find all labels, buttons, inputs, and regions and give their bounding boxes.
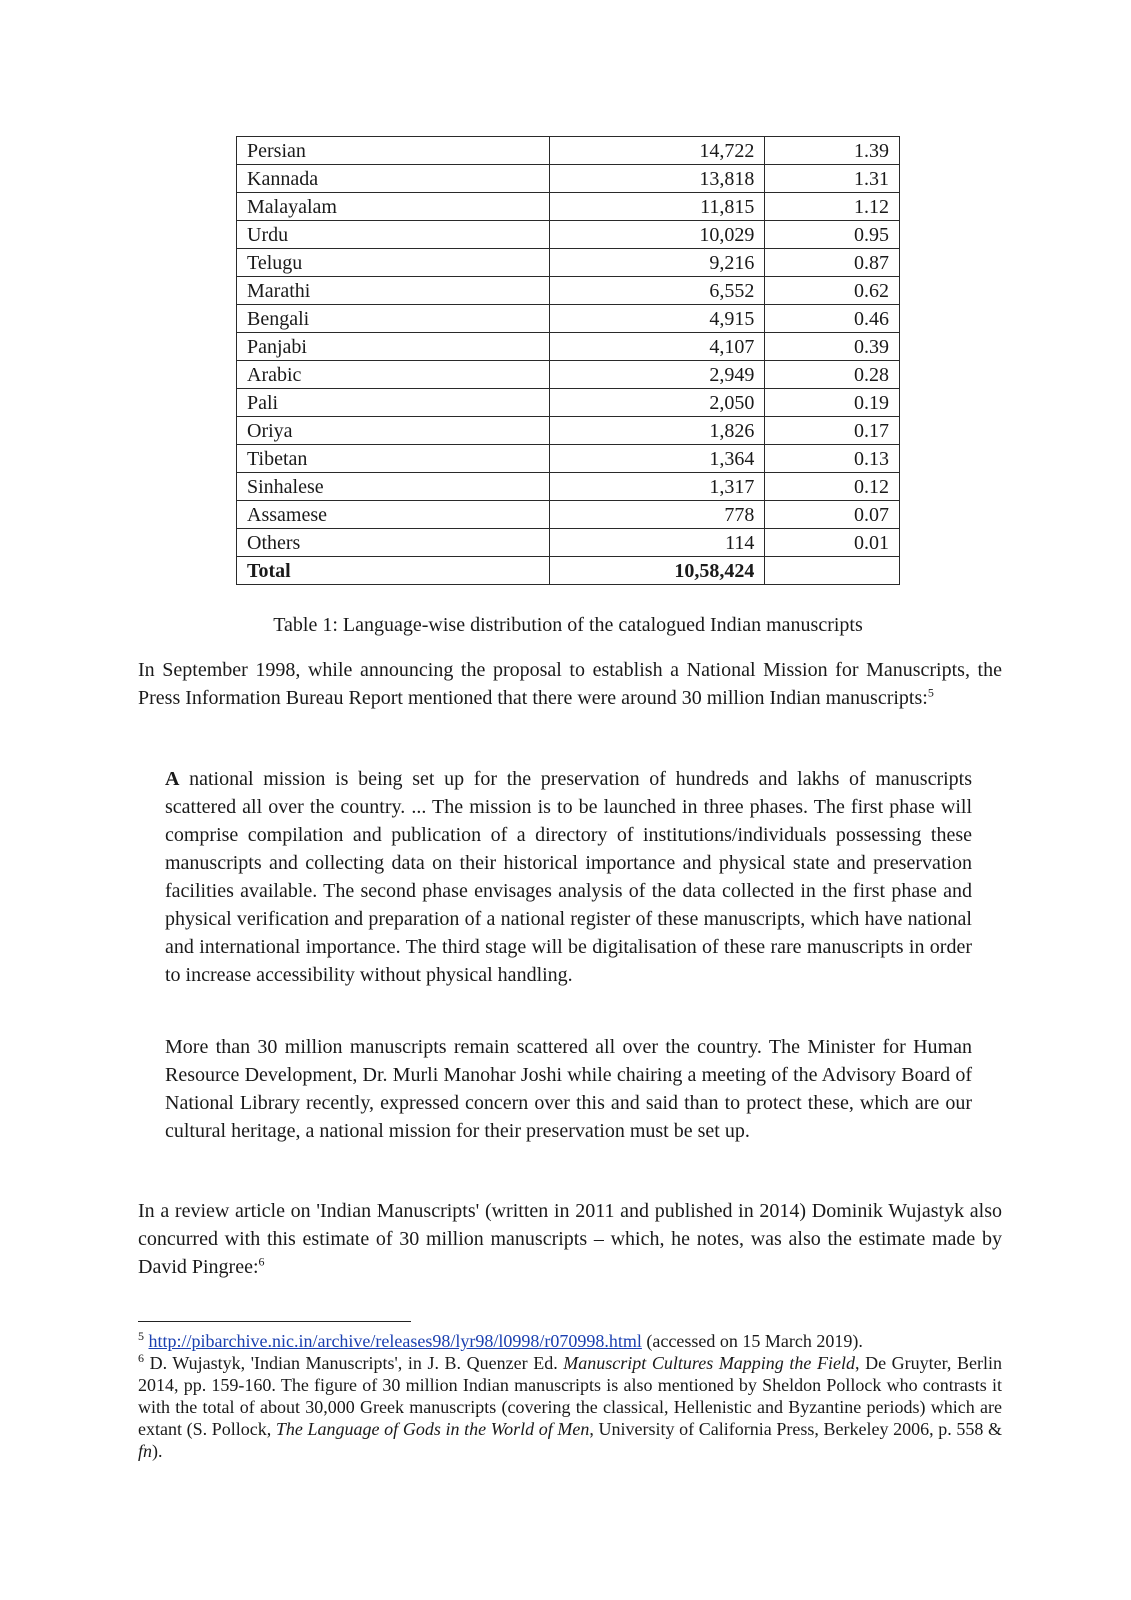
table-row: [237, 361, 900, 389]
count-cell: 14,722: [549, 137, 765, 165]
footnote-5-number: 5: [138, 1329, 144, 1343]
language-cell: Panjabi: [237, 333, 550, 361]
footnote-6-text-a: D. Wujastyk, 'Indian Manuscripts', in J. B. Quenzer Ed.: [144, 1353, 564, 1373]
footnote-ref-5[interactable]: 5: [927, 685, 934, 700]
language-cell: Assamese: [237, 501, 550, 529]
count-cell: 10,029: [549, 221, 765, 249]
percent-cell: 0.19: [765, 389, 900, 417]
total-label-cell: Total: [237, 557, 550, 585]
count-cell: 1,364: [549, 445, 765, 473]
footnote-6-book-title-2: The Language of Gods in the World of Men: [275, 1419, 590, 1439]
table-row: [237, 389, 900, 417]
footnote-6-fn-abbrev: fn: [138, 1441, 153, 1461]
percent-cell: 0.95: [765, 221, 900, 249]
table-row: [237, 501, 900, 529]
percent-cell: 0.39: [765, 333, 900, 361]
count-cell: 11,815: [549, 193, 765, 221]
percent-cell: 0.07: [765, 501, 900, 529]
language-cell: Tibetan: [237, 445, 550, 473]
table-row: [237, 277, 900, 305]
language-cell: Marathi: [237, 277, 550, 305]
footnote-6-book-title-1: Manuscript Cultures Mapping the Field: [563, 1353, 855, 1373]
wujastyk-text: In a review article on 'Indian Manuscripts' (written in 2011 and published in 2014) Dominik Wujastyk also concurred with this estimate of 30 million manuscripts – which, he notes, was also the estimate made by David Pingree:: [138, 1200, 1002, 1278]
footnote-divider: [138, 1321, 411, 1322]
language-cell: Arabic: [237, 361, 550, 389]
total-percent-cell: [765, 557, 900, 585]
count-cell: 6,552: [549, 277, 765, 305]
percent-cell: 1.31: [765, 165, 900, 193]
language-cell: Telugu: [237, 249, 550, 277]
count-cell: 1,826: [549, 417, 765, 445]
footnote-5: [138, 1330, 1002, 1352]
language-cell: Kannada: [237, 165, 550, 193]
table-total-row: [237, 557, 900, 585]
count-cell: 114: [549, 529, 765, 557]
intro-text: In September 1998, while announcing the proposal to establish a National Mission for Manuscripts, the Press Information Bureau Report mentioned that there were around 30 million Indian manuscripts:: [138, 659, 1002, 709]
quote-lead-letter: A: [165, 768, 180, 790]
wujastyk-paragraph: [138, 1197, 1002, 1281]
footnote-5-text: (accessed on 15 March 2019).: [641, 1331, 863, 1351]
footnote-6: [138, 1352, 1002, 1462]
percent-cell: 0.28: [765, 361, 900, 389]
table-row: [237, 445, 900, 473]
language-cell: Pali: [237, 389, 550, 417]
footnote-6-text-b: , De Gruyter, Berlin 2014, pp. 159-160. The figure of 30 million Indian manuscripts is also mentioned by Sheldon Pollock who contrasts it with the total of about 30,000 Greek manuscripts (covering the classical, Hellenistic and Byzantine periods) which are extant (S. Pollock,: [138, 1353, 1002, 1439]
percent-cell: 1.12: [765, 193, 900, 221]
count-cell: 9,216: [549, 249, 765, 277]
language-cell: Malayalam: [237, 193, 550, 221]
count-cell: 4,107: [549, 333, 765, 361]
language-distribution-table: [236, 136, 900, 585]
quote-1-text: national mission is being set up for the preservation of hundreds and lakhs of manuscripts scattered all over the country. ... The mission is to be launched in three phases. The first phase will comprise compilation and publication of a directory of institutions/individuals possessing these manuscripts and collecting data on their historical importance and physical state and preservation facilities available. The second phase envisages analysis of the data collected in the first phase and physical verification and preparation of a national register of these manuscripts, which have national and international importance. The third stage will be digitalisation of these rare manuscripts in order to increase accessibility without physical handling.: [165, 768, 972, 986]
percent-cell: 0.46: [765, 305, 900, 333]
percent-cell: 0.01: [765, 529, 900, 557]
footnote-6-number: 6: [138, 1351, 144, 1365]
table-row: [237, 473, 900, 501]
percent-cell: 0.12: [765, 473, 900, 501]
table-row: [237, 529, 900, 557]
percent-cell: 0.62: [765, 277, 900, 305]
table-row: [237, 333, 900, 361]
count-cell: 13,818: [549, 165, 765, 193]
percent-cell: 0.87: [765, 249, 900, 277]
table-row: [237, 417, 900, 445]
percent-cell: 0.17: [765, 417, 900, 445]
table-row: [237, 165, 900, 193]
block-quote-1: [165, 765, 972, 989]
language-cell: Bengali: [237, 305, 550, 333]
table-row: [237, 249, 900, 277]
total-count-cell: 10,58,424: [549, 557, 765, 585]
footnote-6-text-c: , University of California Press, Berkeley 2006, p. 558 &: [589, 1419, 1002, 1439]
footnote-6-text-d: ).: [152, 1441, 163, 1461]
count-cell: 1,317: [549, 473, 765, 501]
count-cell: 2,050: [549, 389, 765, 417]
table-body: [237, 137, 900, 585]
table-row: [237, 221, 900, 249]
language-cell: Sinhalese: [237, 473, 550, 501]
block-quote-2: More than 30 million manuscripts remain scattered all over the country. The Minister for Human Resource Development, Dr. Murli Manohar Joshi while chairing a meeting of the Advisory Board of National Library recently, expressed concern over this and said than to protect these, which are our cultural heritage, a national mission for their preservation must be set up.: [165, 1036, 972, 1142]
language-cell: Oriya: [237, 417, 550, 445]
table-row: [237, 193, 900, 221]
count-cell: 2,949: [549, 361, 765, 389]
percent-cell: 0.13: [765, 445, 900, 473]
count-cell: 4,915: [549, 305, 765, 333]
language-cell: Persian: [237, 137, 550, 165]
intro-paragraph: [138, 656, 1002, 712]
percent-cell: 1.39: [765, 137, 900, 165]
table-row: [237, 137, 900, 165]
language-cell: Urdu: [237, 221, 550, 249]
footnote-ref-6[interactable]: 6: [258, 1254, 265, 1269]
count-cell: 778: [549, 501, 765, 529]
table-caption: Table 1: Language-wise distribution of the catalogued Indian manuscripts: [273, 614, 863, 636]
language-cell: Others: [237, 529, 550, 557]
pib-archive-link[interactable]: http://pibarchive.nic.in/archive/releases98/lyr98/l0998/r070998.html: [148, 1331, 642, 1351]
table-row: [237, 305, 900, 333]
